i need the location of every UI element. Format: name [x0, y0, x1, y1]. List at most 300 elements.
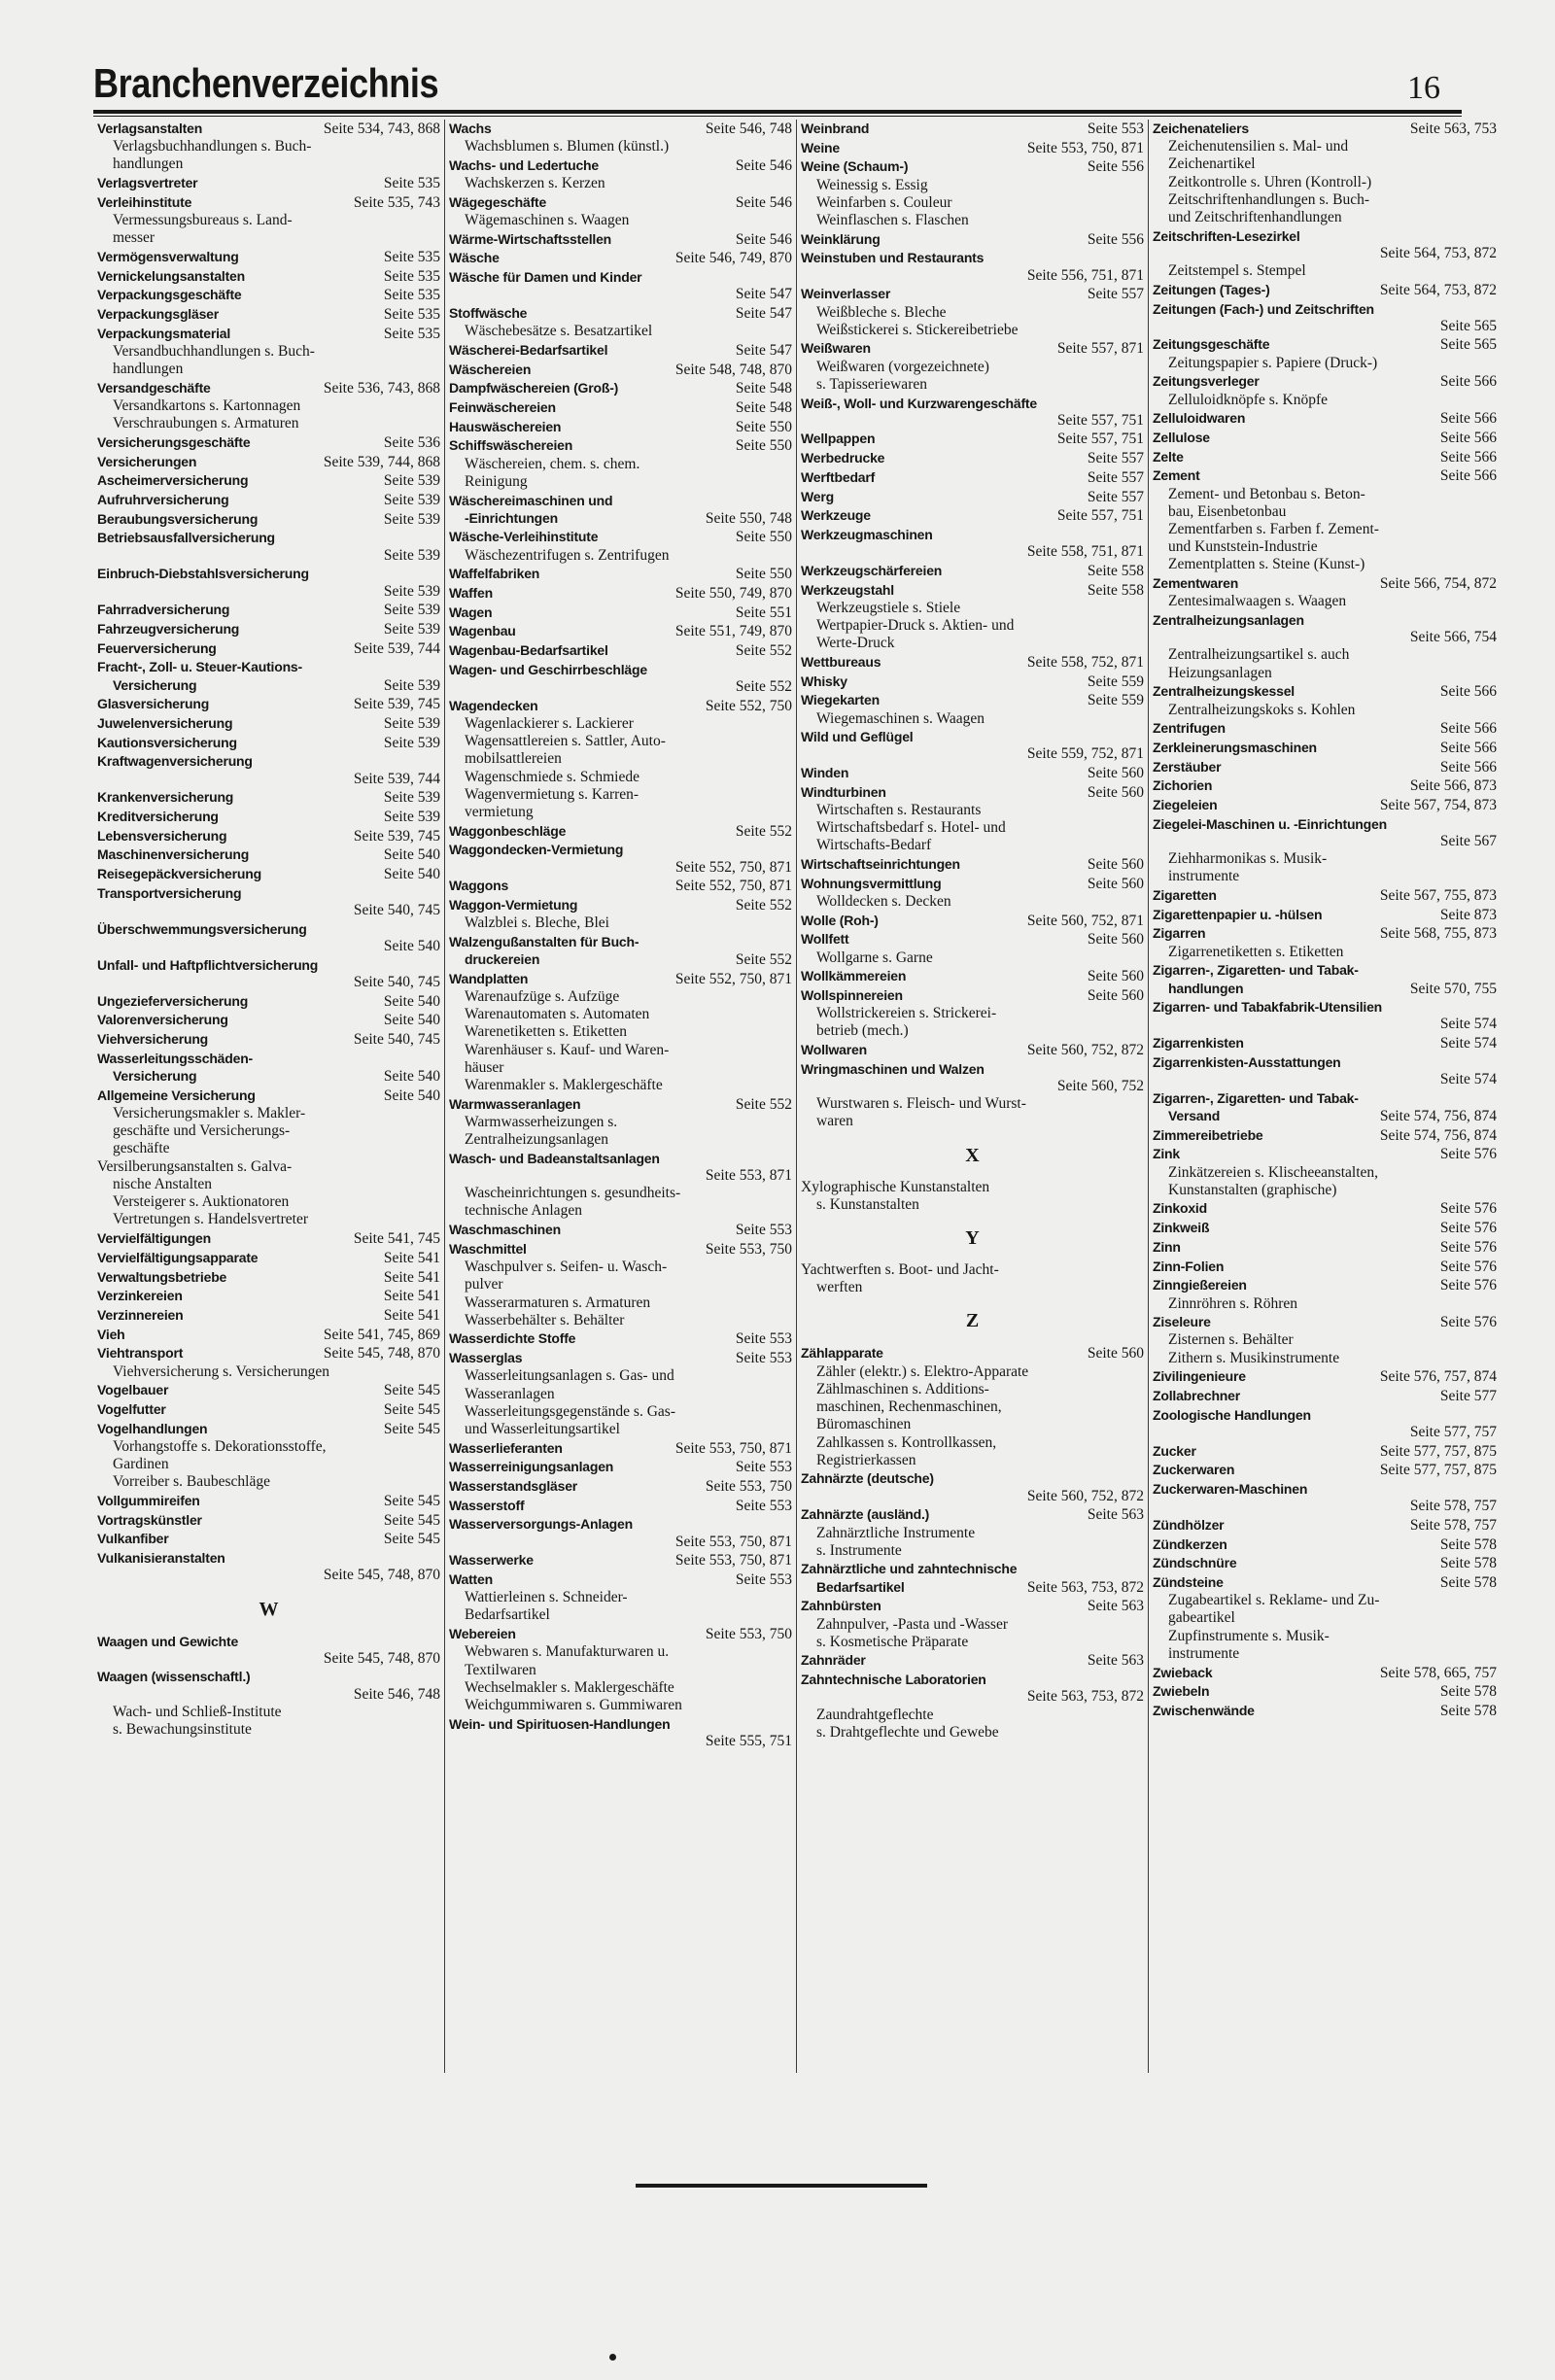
entry-name: Allgemeine Versicherung [97, 1087, 256, 1103]
entry-header [97, 658, 440, 675]
entry-pages: Seite 563 [1087, 1598, 1144, 1615]
directory-entry [97, 1381, 440, 1399]
entry-name: Kautionsversicherung [97, 734, 237, 750]
cross-reference-line: Kunstanstalten (graphische) [1168, 1181, 1337, 1198]
entry-pages: Seite 560 [1087, 783, 1144, 801]
cross-reference-line: Zelluloidknöpfe s. Knöpfe [1168, 391, 1329, 408]
entry-header [801, 1651, 1144, 1670]
entry-header [97, 325, 440, 343]
cross-reference-line: Zugabeartikel s. Reklame- und Zu- [1168, 1592, 1380, 1609]
entry-header [97, 734, 440, 752]
entry-name: Waagen und Gewichte [97, 1633, 239, 1649]
cross-reference-line: maschinen, Rechenmaschinen, [816, 1398, 1002, 1416]
directory-entry [1153, 1442, 1497, 1461]
entry-header [1153, 1573, 1497, 1592]
cross-reference-line: Zisternen s. Behälter [1168, 1331, 1294, 1349]
entry-pages: Seite 539 [383, 582, 440, 600]
entry-pages: Seite 547 [735, 341, 792, 359]
entry-header [1153, 1535, 1497, 1554]
entry-pages: Seite 540, 745 [353, 973, 440, 990]
entry-pages: Seite 552 [735, 951, 792, 969]
entry-pages: Seite 566 [1439, 720, 1497, 738]
entry-header [801, 1041, 1144, 1059]
directory-entry [801, 1041, 1144, 1059]
entry-name: Waggons [449, 878, 509, 894]
cross-reference-line: und Kunststein-Industrie [1168, 538, 1318, 556]
entry-pages: Seite 551, 749, 870 [674, 623, 792, 640]
cross-reference-line: Vorhangstoffe s. Dekorationsstoffe, [113, 1437, 327, 1455]
entry-pages: Seite 576 [1439, 1314, 1497, 1331]
cross-reference-line: Wurstwaren s. Fleisch- und Wurst- [816, 1095, 1026, 1113]
directory-entry [801, 855, 1144, 874]
directory-entry [1153, 1126, 1497, 1145]
entry-header [97, 920, 440, 938]
entry-pages: Seite 539 [383, 715, 440, 732]
entry-header [449, 1625, 792, 1643]
section-letter: W [259, 1598, 279, 1620]
directory-entry [97, 1668, 440, 1739]
directory-entry [1153, 961, 1497, 997]
entry-name: Wachs [449, 121, 492, 136]
entry-pages: Seite 565 [1439, 317, 1497, 334]
entry-header [801, 449, 1144, 467]
entry-header [801, 139, 1144, 157]
entry-header [449, 230, 792, 249]
entry-pages: Seite 563 [1087, 1652, 1144, 1670]
entry-header [1153, 372, 1497, 391]
directory-entry [801, 120, 1144, 138]
entry-name: Aufruhrversicherung [97, 492, 229, 508]
entry-name: Zigarren-, Zigaretten- und Tabak- [1153, 1089, 1359, 1106]
entry-header [97, 1633, 440, 1650]
entry-pages: Seite 548 [735, 380, 792, 397]
entry-header [97, 1030, 440, 1049]
entry-name: Zählapparate [801, 1345, 883, 1362]
entry-header [1153, 300, 1497, 318]
cross-reference-line: instrumente [1168, 868, 1240, 885]
entry-pages: Seite 578 [1439, 1702, 1497, 1719]
entry-pages: Seite 539, 744 [353, 770, 440, 787]
directory-entry [449, 933, 792, 969]
entry-pages: Seite 566 [1439, 467, 1497, 485]
directory-entry [449, 1515, 792, 1550]
cross-reference-line: pulver [465, 1276, 503, 1293]
entry-header [449, 584, 792, 603]
directory-entry [97, 1229, 440, 1248]
entry-header [97, 1381, 440, 1399]
directory-entry [801, 967, 1144, 985]
entry-name: Warmwasseranlagen [449, 1095, 581, 1112]
entry-name: Zigaretten [1153, 887, 1217, 904]
directory-entry [1153, 1276, 1497, 1312]
entry-header [449, 622, 792, 640]
cross-reference-line: s. Kosmetische Präparate [816, 1633, 969, 1650]
entry-name: Feinwäschereien [449, 399, 556, 416]
entry-header [449, 492, 792, 509]
entry-pages: Seite 566, 873 [1409, 777, 1497, 795]
entry-header [801, 986, 1144, 1005]
entry-pages: Seite 539 [383, 734, 440, 751]
directory-entry [449, 896, 792, 932]
cross-reference-line: Zahnärztliche Instrumente [816, 1524, 976, 1541]
entry-header [1153, 1682, 1497, 1701]
entry-header [97, 620, 440, 638]
entry-name: Zerkleinerungsmaschinen [1153, 739, 1317, 755]
entry-name: Zigarrenkisten [1153, 1035, 1244, 1052]
directory-entry [1153, 815, 1497, 886]
directory-entry [97, 565, 440, 600]
directory-entry [449, 492, 792, 528]
entry-header [97, 1268, 440, 1287]
entry-name: Zichorien [1153, 777, 1213, 794]
directory-entry [449, 1551, 792, 1569]
entry-name: Zigarren- und Tabakfabrik-Utensilien [1153, 999, 1383, 1016]
entry-pages: Seite 550, 749, 870 [674, 585, 792, 603]
entry-pages: Seite 578 [1439, 1535, 1497, 1553]
directory-entry [1153, 719, 1497, 738]
entry-header [1153, 1516, 1497, 1535]
entry-header [97, 1530, 440, 1548]
entry-header [97, 865, 440, 883]
entry-pages: Seite 553, 750 [705, 1478, 792, 1496]
entry-pages: Seite 546, 748 [353, 1685, 440, 1703]
entry-pages: Seite 553, 750, 871 [674, 1533, 792, 1550]
directory-entry [97, 639, 440, 658]
entry-name: Weine (Schaum-) [801, 158, 909, 175]
directory-entry [801, 1597, 1144, 1651]
directory-entry [97, 1420, 440, 1492]
entry-name: Wirtschaftseinrichtungen [801, 856, 960, 873]
entry-pages: Seite 567, 754, 873 [1379, 797, 1497, 814]
entry-name: Verleihinstitute [97, 193, 192, 210]
entry-name: Weinbrand [801, 121, 870, 136]
entry-name: Zink [1153, 1146, 1180, 1162]
directory-entry [449, 1221, 792, 1239]
entry-pages: Seite 576 [1439, 1220, 1497, 1237]
directory-entry [1153, 281, 1497, 299]
entry-name: Ziegeleien [1153, 797, 1218, 813]
entry-name: Watten [449, 1571, 493, 1588]
entry-pages: Seite 539, 744, 868 [323, 453, 440, 470]
directory-entry [97, 1030, 440, 1049]
entry-name: Ascheimerversicherung [97, 472, 249, 489]
entry-pages: Seite 557 [1087, 286, 1144, 303]
entry-header [1153, 1126, 1497, 1145]
entry-header [1153, 998, 1497, 1016]
entry-pages: Seite 566 [1439, 758, 1497, 776]
entry-pages: Seite 557 [1087, 468, 1144, 486]
directory-entry [449, 418, 792, 436]
cross-reference-line: Wachsblumen s. Blumen (künstl.) [465, 138, 670, 155]
entry-pages: Seite 540 [383, 937, 440, 954]
entry-name: Feuerversicherung [97, 639, 217, 656]
cross-reference-line: Webwaren s. Manufakturwaren u. [465, 1643, 670, 1661]
column-4 [1149, 120, 1501, 2073]
entry-name: Verzinnereien [97, 1307, 184, 1323]
entry-pages: Seite 536, 743, 868 [323, 379, 440, 397]
cross-reference-line: Wolldecken s. Decken [816, 893, 951, 911]
cross-reference-line: Zement- und Betonbau s. Beton- [1168, 485, 1365, 502]
entry-header [449, 304, 792, 323]
entry-header [1153, 1276, 1497, 1294]
entry-header [97, 1549, 440, 1567]
directory-entry [1153, 1258, 1497, 1276]
entry-name: Wollwaren [801, 1042, 867, 1058]
directory-entry [1153, 1089, 1497, 1125]
directory-entry [449, 341, 792, 360]
entry-pages: Seite 546 [735, 230, 792, 248]
directory-entry [97, 248, 440, 266]
entry-pages: Seite 539, 744 [353, 639, 440, 657]
entry-header [1153, 906, 1497, 924]
entry-header [801, 1560, 1144, 1577]
scan-speck [609, 2354, 616, 2361]
entry-header [801, 764, 1144, 782]
entry-header [449, 1221, 792, 1239]
entry-name: Wandplatten [449, 970, 529, 986]
entry-pages: Seite 553 [1087, 121, 1144, 137]
entry-name-continued: Bedarfsartikel [816, 1578, 905, 1595]
entry-name: Zuckerwaren-Maschinen [1153, 1481, 1308, 1498]
directory-entry [449, 622, 792, 640]
entry-header [449, 933, 792, 950]
entry-name: Valorenversicherung [97, 1012, 228, 1028]
entry-name-continued: handlungen [1168, 980, 1244, 996]
entry-header [449, 1240, 792, 1259]
cross-reference-line: Viehversicherung s. Versicherungen [113, 1362, 330, 1380]
cross-reference-line: vermietung [465, 804, 534, 821]
directory-entry [801, 1179, 1144, 1214]
directory-entry [801, 285, 1144, 339]
entry-header [449, 1477, 792, 1496]
entry-header-continued [97, 676, 440, 695]
entry-header [1153, 281, 1497, 299]
directory-entry [1153, 574, 1497, 610]
entry-name: Zündkerzen [1153, 1535, 1227, 1552]
entry-pages: Seite 576, 757, 874 [1379, 1368, 1497, 1386]
directory-entry [1153, 1535, 1497, 1554]
entry-name: Zigarettenpapier u. -hülsen [1153, 906, 1323, 922]
directory-entry [449, 1439, 792, 1458]
cross-reference-line: instrumente [1168, 1644, 1240, 1662]
entry-name: Zimmereibetriebe [1153, 1126, 1263, 1143]
entry-name: Wasserlieferanten [449, 1439, 563, 1456]
entry-pages: Seite 567 [1439, 832, 1497, 849]
cross-reference-line: Wasserleitungsgegenstände s. Gas- [465, 1402, 675, 1420]
cross-reference-line: Wollgarne s. Garne [816, 949, 933, 966]
directory-entry [97, 695, 440, 713]
entry-pages: Seite 566 [1439, 373, 1497, 391]
entry-header [449, 1150, 792, 1167]
entry-header [1153, 1034, 1497, 1052]
entry-name: Wagen- und Geschirrbeschläge [449, 661, 647, 677]
entry-name: Werkzeugschärfereien [801, 562, 943, 578]
entry-name: Zeitungen (Fach-) und Zeitschriften [1153, 300, 1374, 317]
entry-pages: Seite 541 [383, 1249, 440, 1266]
entry-pages: Seite 578, 757 [1409, 1498, 1497, 1515]
entry-header [97, 714, 440, 733]
directory-entry [97, 305, 440, 324]
cross-reference-line: geschäfte und Versicherungs- [113, 1121, 291, 1139]
entry-name: Weinklärung [801, 230, 881, 247]
entry-header [97, 433, 440, 452]
entry-name: Whisky [801, 673, 847, 689]
entry-header [1153, 1145, 1497, 1163]
cross-reference-line: Zementfarben s. Farben f. Zement- [1168, 520, 1379, 537]
entry-pages: Seite 566 [1439, 410, 1497, 428]
directory-entry [801, 430, 1144, 448]
entry-header [801, 526, 1144, 543]
entry-header [1153, 611, 1497, 629]
entry-header [449, 1095, 792, 1114]
entry-header [97, 1511, 440, 1530]
entry-header [1153, 739, 1497, 757]
directory-entry [801, 1060, 1144, 1131]
entry-header [801, 488, 1144, 506]
entry-name: Webereien [449, 1626, 516, 1642]
entry-pages: Seite 550 [735, 437, 792, 455]
entry-pages: Seite 556 [1087, 230, 1144, 248]
entry-pages: Seite 574, 756, 874 [1379, 1126, 1497, 1144]
entry-name: Zwieback [1153, 1664, 1213, 1680]
cross-reference-line: Zentralheizungskoks s. Kohlen [1168, 701, 1356, 718]
entry-header [1153, 1461, 1497, 1479]
directory-entry [449, 1329, 792, 1348]
entry-header [801, 581, 1144, 600]
entry-name: Wasserleitungsschäden- [97, 1050, 254, 1066]
entry-pages: Seite 545 [383, 1420, 440, 1437]
entry-header [449, 193, 792, 212]
directory-entry [801, 249, 1144, 284]
entry-header [801, 1671, 1144, 1688]
entry-pages: Seite 564, 753, 872 [1379, 244, 1497, 261]
entry-name: Zündsteine [1153, 1574, 1224, 1591]
entry-name: Zwiebeln [1153, 1683, 1210, 1700]
entry-header [97, 884, 440, 902]
cross-reference-line: und Zeitschriftenhandlungen [1168, 209, 1342, 226]
entry-header [1153, 682, 1497, 701]
entry-name: Wollspinnereien [801, 987, 903, 1004]
entry-header [97, 286, 440, 304]
cross-reference-line: Wasseranlagen [465, 1385, 555, 1402]
cross-reference-line: Wagenlackierer s. Lackierer [465, 715, 634, 732]
entry-pages: Seite 552, 750, 871 [674, 858, 792, 876]
directory-entry [1153, 120, 1497, 226]
cross-reference-line: Gardinen [113, 1456, 169, 1473]
entry-name: Zoologische Handlungen [1153, 1406, 1311, 1423]
entry-name: Vermögensverwaltung [97, 248, 239, 264]
entry-pages: Seite 566, 754, 872 [1379, 575, 1497, 593]
directory-entry [97, 658, 440, 694]
directory-entry [1153, 1480, 1497, 1515]
entry-pages: Seite 553, 750 [705, 1626, 792, 1643]
entry-pages: Seite 566 [1439, 683, 1497, 701]
entry-name: Zinn-Folien [1153, 1258, 1225, 1274]
entry-pages: Seite 557, 871 [1056, 340, 1144, 358]
directory-entry [1153, 1387, 1497, 1405]
entry-pages: Seite 563 [1087, 1506, 1144, 1524]
entry-name: Kreditversicherung [97, 809, 219, 825]
entry-pages: Seite 560, 752, 872 [1026, 1042, 1144, 1059]
entry-pages: Seite 539 [383, 809, 440, 826]
header-rule-thick [93, 110, 1462, 114]
entry-header [1153, 1702, 1497, 1720]
entry-pages: Seite 566, 754 [1409, 629, 1497, 646]
entry-name: Zivilingenieure [1153, 1368, 1246, 1385]
directory-entry [801, 157, 1144, 229]
entry-header [97, 529, 440, 546]
entry-pages: Seite 553, 750, 871 [674, 1552, 792, 1569]
cross-reference-line: s. Bewachungsinstitute [113, 1721, 252, 1739]
entry-name: Unfall- und Haftpflichtversicherung [97, 956, 319, 973]
directory-entry [801, 1261, 1144, 1296]
entry-pages: Seite 540 [383, 1067, 440, 1085]
entry-name: Lebensversicherung [97, 827, 227, 844]
entry-pages: Seite 564, 753, 872 [1379, 281, 1497, 298]
directory-entry [1153, 335, 1497, 371]
entry-header [1153, 448, 1497, 466]
entry-name: Verlagsanstalten [97, 121, 203, 136]
entry-pages: Seite 546, 749, 870 [674, 250, 792, 267]
directory-entry [801, 691, 1144, 727]
entry-pages: Seite 576 [1439, 1238, 1497, 1256]
entry-name: Waggondecken-Vermietung [449, 842, 624, 858]
entry-name: Vogelbauer [97, 1382, 169, 1398]
directory-entry [97, 1306, 440, 1325]
entry-pages: Seite 563, 753 [1409, 121, 1497, 137]
entry-name: Zelluloidwaren [1153, 410, 1246, 427]
directory-entry [97, 920, 440, 955]
entry-name: Vulkanfiber [97, 1531, 169, 1547]
entry-header [1153, 1554, 1497, 1572]
directory-entry [1153, 998, 1497, 1033]
entry-name: Weine [801, 139, 840, 155]
directory-entry [1153, 1682, 1497, 1701]
entry-header [97, 845, 440, 864]
entry-name: Wild und Geflügel [801, 729, 914, 745]
cross-reference-line: Zentralheizungsanlagen [465, 1131, 609, 1149]
entry-name: Maschinenversicherung [97, 846, 250, 863]
directory-entry [97, 379, 440, 433]
entry-pages: Seite 536 [383, 433, 440, 451]
cross-reference-line: Weinfarben s. Couleur [816, 193, 952, 211]
entry-header [97, 174, 440, 192]
entry-header [97, 1229, 440, 1248]
entry-header [449, 877, 792, 895]
entry-pages: Seite 563, 753, 872 [1026, 1688, 1144, 1706]
entry-pages: Seite 553, 750 [705, 1240, 792, 1258]
entry-header [449, 822, 792, 841]
entry-name: Wasserversorgungs-Anlagen [449, 1516, 633, 1533]
directory-entry [801, 1344, 1144, 1468]
directory-columns [93, 120, 1503, 2073]
cross-reference-line: Zeitstempel s. Stempel [1168, 262, 1306, 280]
entry-pages: Seite 550 [735, 566, 792, 583]
cross-reference-line: Zithern s. Musikinstrumente [1168, 1349, 1340, 1366]
entry-header [1153, 886, 1497, 905]
cross-reference-line: Zinkätzereien s. Klischeeanstalten, [1168, 1163, 1379, 1181]
entry-name: Wasch- und Badeanstaltsanlagen [449, 1150, 660, 1166]
directory-entry [97, 620, 440, 638]
directory-entry [449, 230, 792, 249]
directory-entry [97, 1633, 440, 1668]
entry-header [801, 691, 1144, 709]
entry-name: Zeitungsverleger [1153, 373, 1260, 390]
directory-entry [449, 697, 792, 821]
entry-name: Versandgeschäfte [97, 379, 211, 396]
entry-name: Verwaltungsbetriebe [97, 1268, 227, 1285]
entry-text-line: nische Anstalten [113, 1176, 213, 1193]
